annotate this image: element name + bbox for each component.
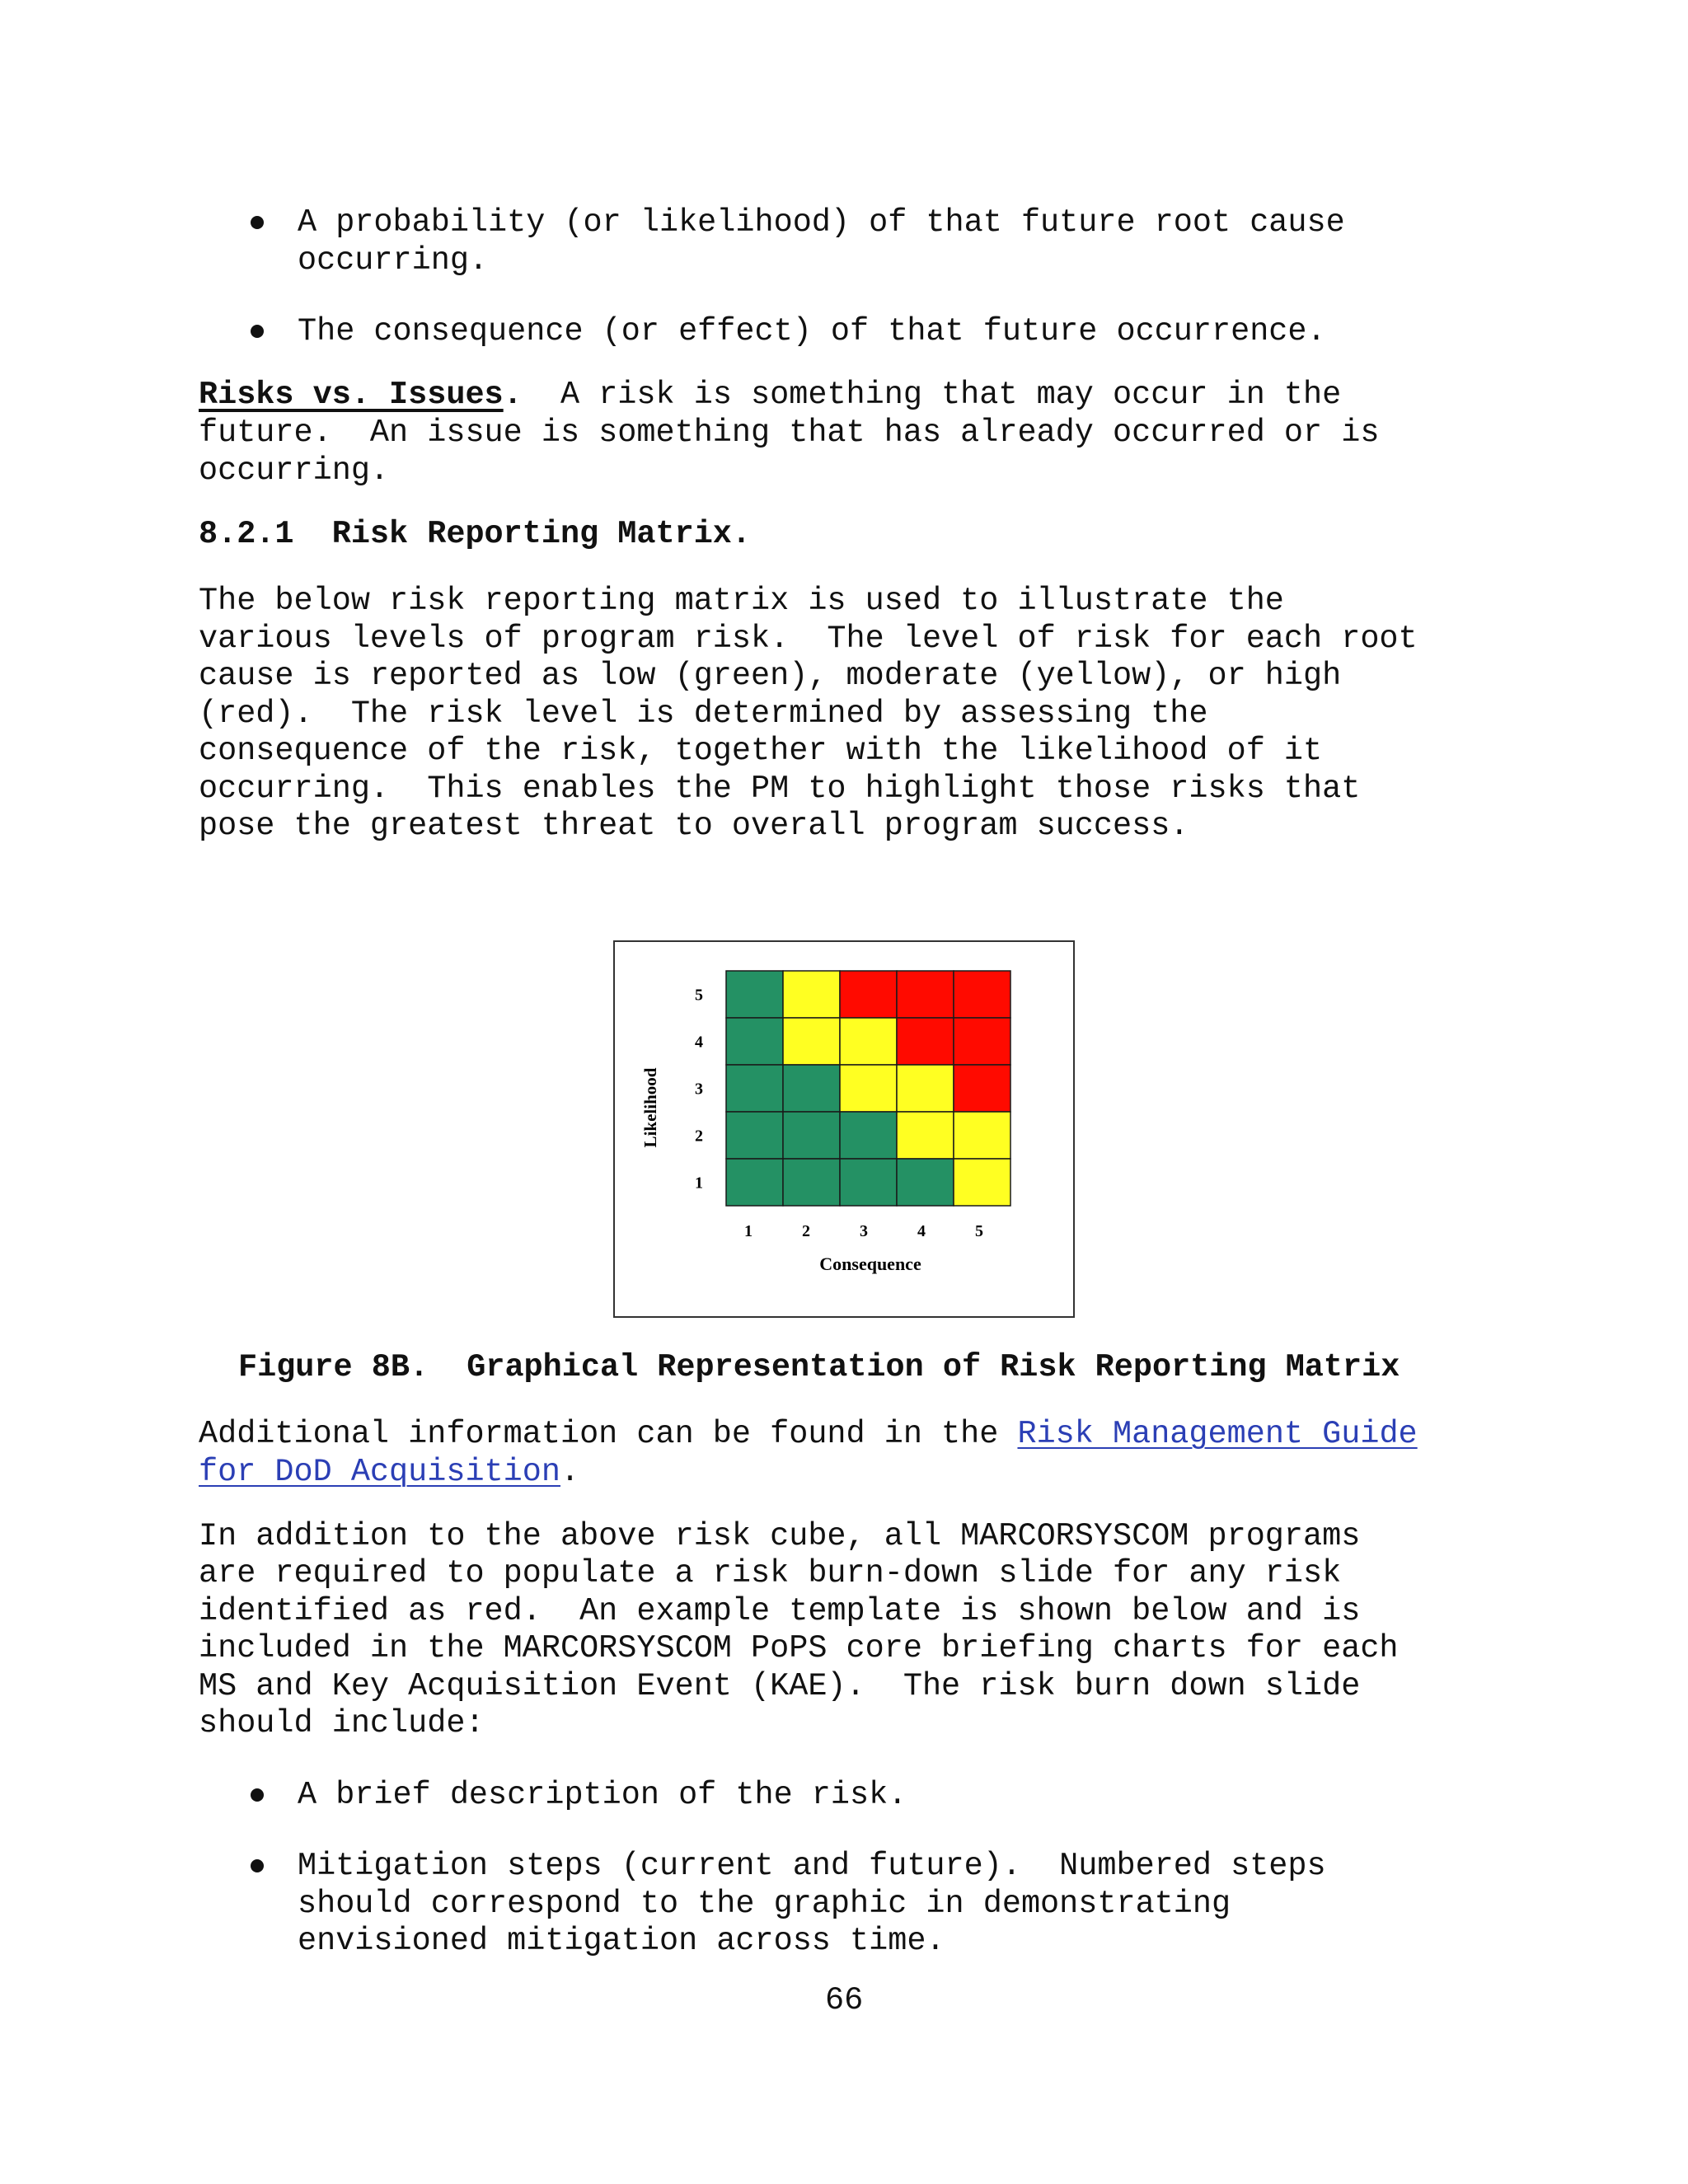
paragraph-line: (red). The risk level is determined by assessing the: [199, 696, 1208, 732]
paragraph-line: various levels of program risk. The level of risk for each root: [199, 621, 1418, 657]
paragraph-line: cause is reported as low (green), moderate (yellow), or high: [199, 658, 1342, 694]
risk-matrix-chart: [615, 942, 1073, 1316]
matrix-cell-4-3: [840, 1018, 897, 1065]
bullet-text: A probability (or likelihood) of that future root cause: [298, 204, 1345, 241]
y-tick-label: 5: [695, 986, 703, 1005]
section-heading: 8.2.1 Risk Reporting Matrix.: [199, 516, 752, 552]
x-axis-label: Consequence: [819, 1254, 921, 1274]
matrix-cell-1-3: [840, 1159, 897, 1206]
paragraph-line: The below risk reporting matrix is used to illustrate the: [199, 583, 1284, 619]
matrix-cell-5-2: [783, 971, 840, 1018]
matrix-cell-1-5: [954, 1159, 1010, 1206]
matrix-cell-3-5: [954, 1065, 1010, 1112]
bullet-text: A brief description of the risk.: [298, 1777, 907, 1813]
x-tick-label: 4: [917, 1222, 926, 1240]
bullet-dot: [251, 325, 264, 338]
matrix-cell-2-5: [954, 1112, 1010, 1159]
figure-caption: Figure 8B. Graphical Representation of Risk Reporting Matrix: [238, 1349, 1400, 1385]
matrix-cell-3-4: [897, 1065, 954, 1112]
matrix-cell-5-1: [726, 971, 783, 1018]
paragraph-line: included in the MARCORSYSCOM PoPS core briefing charts for each: [199, 1630, 1399, 1666]
risks-issues-text: occurring.: [199, 452, 390, 489]
paragraph-line: occurring. This enables the PM to highlight those risks that: [199, 771, 1361, 807]
y-tick-label: 2: [695, 1127, 703, 1146]
matrix-cell-1-4: [897, 1159, 954, 1206]
additional-text: .: [560, 1454, 580, 1490]
matrix-cell-1-1: [726, 1159, 783, 1206]
matrix-cell-4-5: [954, 1018, 1010, 1065]
bullet-text: should correspond to the graphic in demonstrating: [298, 1886, 1231, 1922]
matrix-cell-2-4: [897, 1112, 954, 1159]
matrix-cell-4-2: [783, 1018, 840, 1065]
x-tick-label: 2: [802, 1222, 810, 1240]
x-tick-label: 3: [860, 1222, 868, 1240]
bullet-dot: [251, 1859, 264, 1872]
y-axis-label: Likelihood: [640, 1067, 660, 1148]
y-tick-label: 1: [695, 1174, 703, 1193]
paragraph-line: should include:: [199, 1705, 485, 1741]
matrix-cell-4-1: [726, 1018, 783, 1065]
bullet-text: envisioned mitigation across time.: [298, 1923, 945, 1959]
matrix-cell-5-4: [897, 971, 954, 1018]
matrix-cell-2-1: [726, 1112, 783, 1159]
y-tick-label: 4: [695, 1033, 703, 1052]
additional-line: [199, 1454, 579, 1492]
risk-guide-link[interactable]: Risk Management Guide: [1017, 1416, 1418, 1452]
matrix-cell-2-3: [840, 1112, 897, 1159]
x-tick-label: 1: [744, 1222, 753, 1240]
paragraph-line: MS and Key Acquisition Event (KAE). The risk burn down slide: [199, 1668, 1361, 1704]
matrix-cell-1-2: [783, 1159, 840, 1206]
additional-text: Additional information can be found in the: [199, 1416, 1018, 1452]
additional-line: [199, 1416, 1418, 1454]
risks-issues-line: [199, 377, 1341, 415]
matrix-cell-3-1: [726, 1065, 783, 1112]
paragraph-line: identified as red. An example template is shown below and is: [199, 1593, 1361, 1629]
matrix-cell-5-5: [954, 971, 1010, 1018]
matrix-cell-3-2: [783, 1065, 840, 1112]
bullet-text: Mitigation steps (current and future). Numbered steps: [298, 1848, 1326, 1884]
risks-issues-text: A risk is something that may occur in the: [522, 377, 1342, 413]
bullet-dot: [251, 216, 264, 229]
page-number: 66: [825, 1982, 864, 2018]
risk-guide-link[interactable]: for DoD Acquisition: [199, 1454, 560, 1490]
risks-issues-text: future. An issue is something that has already occurred or is: [199, 415, 1380, 451]
paragraph-line: consequence of the risk, together with the likelihood of it: [199, 733, 1323, 769]
bullet-text: The consequence (or effect) of that future occurrence.: [298, 313, 1326, 349]
matrix-cell-2-2: [783, 1112, 840, 1159]
paragraph-line: In addition to the above risk cube, all MARCORSYSCOM programs: [199, 1518, 1361, 1554]
matrix-cell-3-3: [840, 1065, 897, 1112]
x-tick-label: 5: [975, 1222, 983, 1240]
paragraph-line: pose the greatest threat to overall program success.: [199, 808, 1189, 844]
risks-issues-heading: Risks vs. Issues: [199, 377, 504, 413]
heading-period: .: [503, 377, 523, 413]
y-tick-label: 3: [695, 1080, 703, 1099]
matrix-cell-5-3: [840, 971, 897, 1018]
paragraph-line: are required to populate a risk burn-down slide for any risk: [199, 1555, 1342, 1591]
risk-matrix-figure: [613, 940, 1075, 1318]
bullet-text: occurring.: [298, 242, 489, 279]
matrix-cell-4-4: [897, 1018, 954, 1065]
bullet-dot: [251, 1788, 264, 1802]
